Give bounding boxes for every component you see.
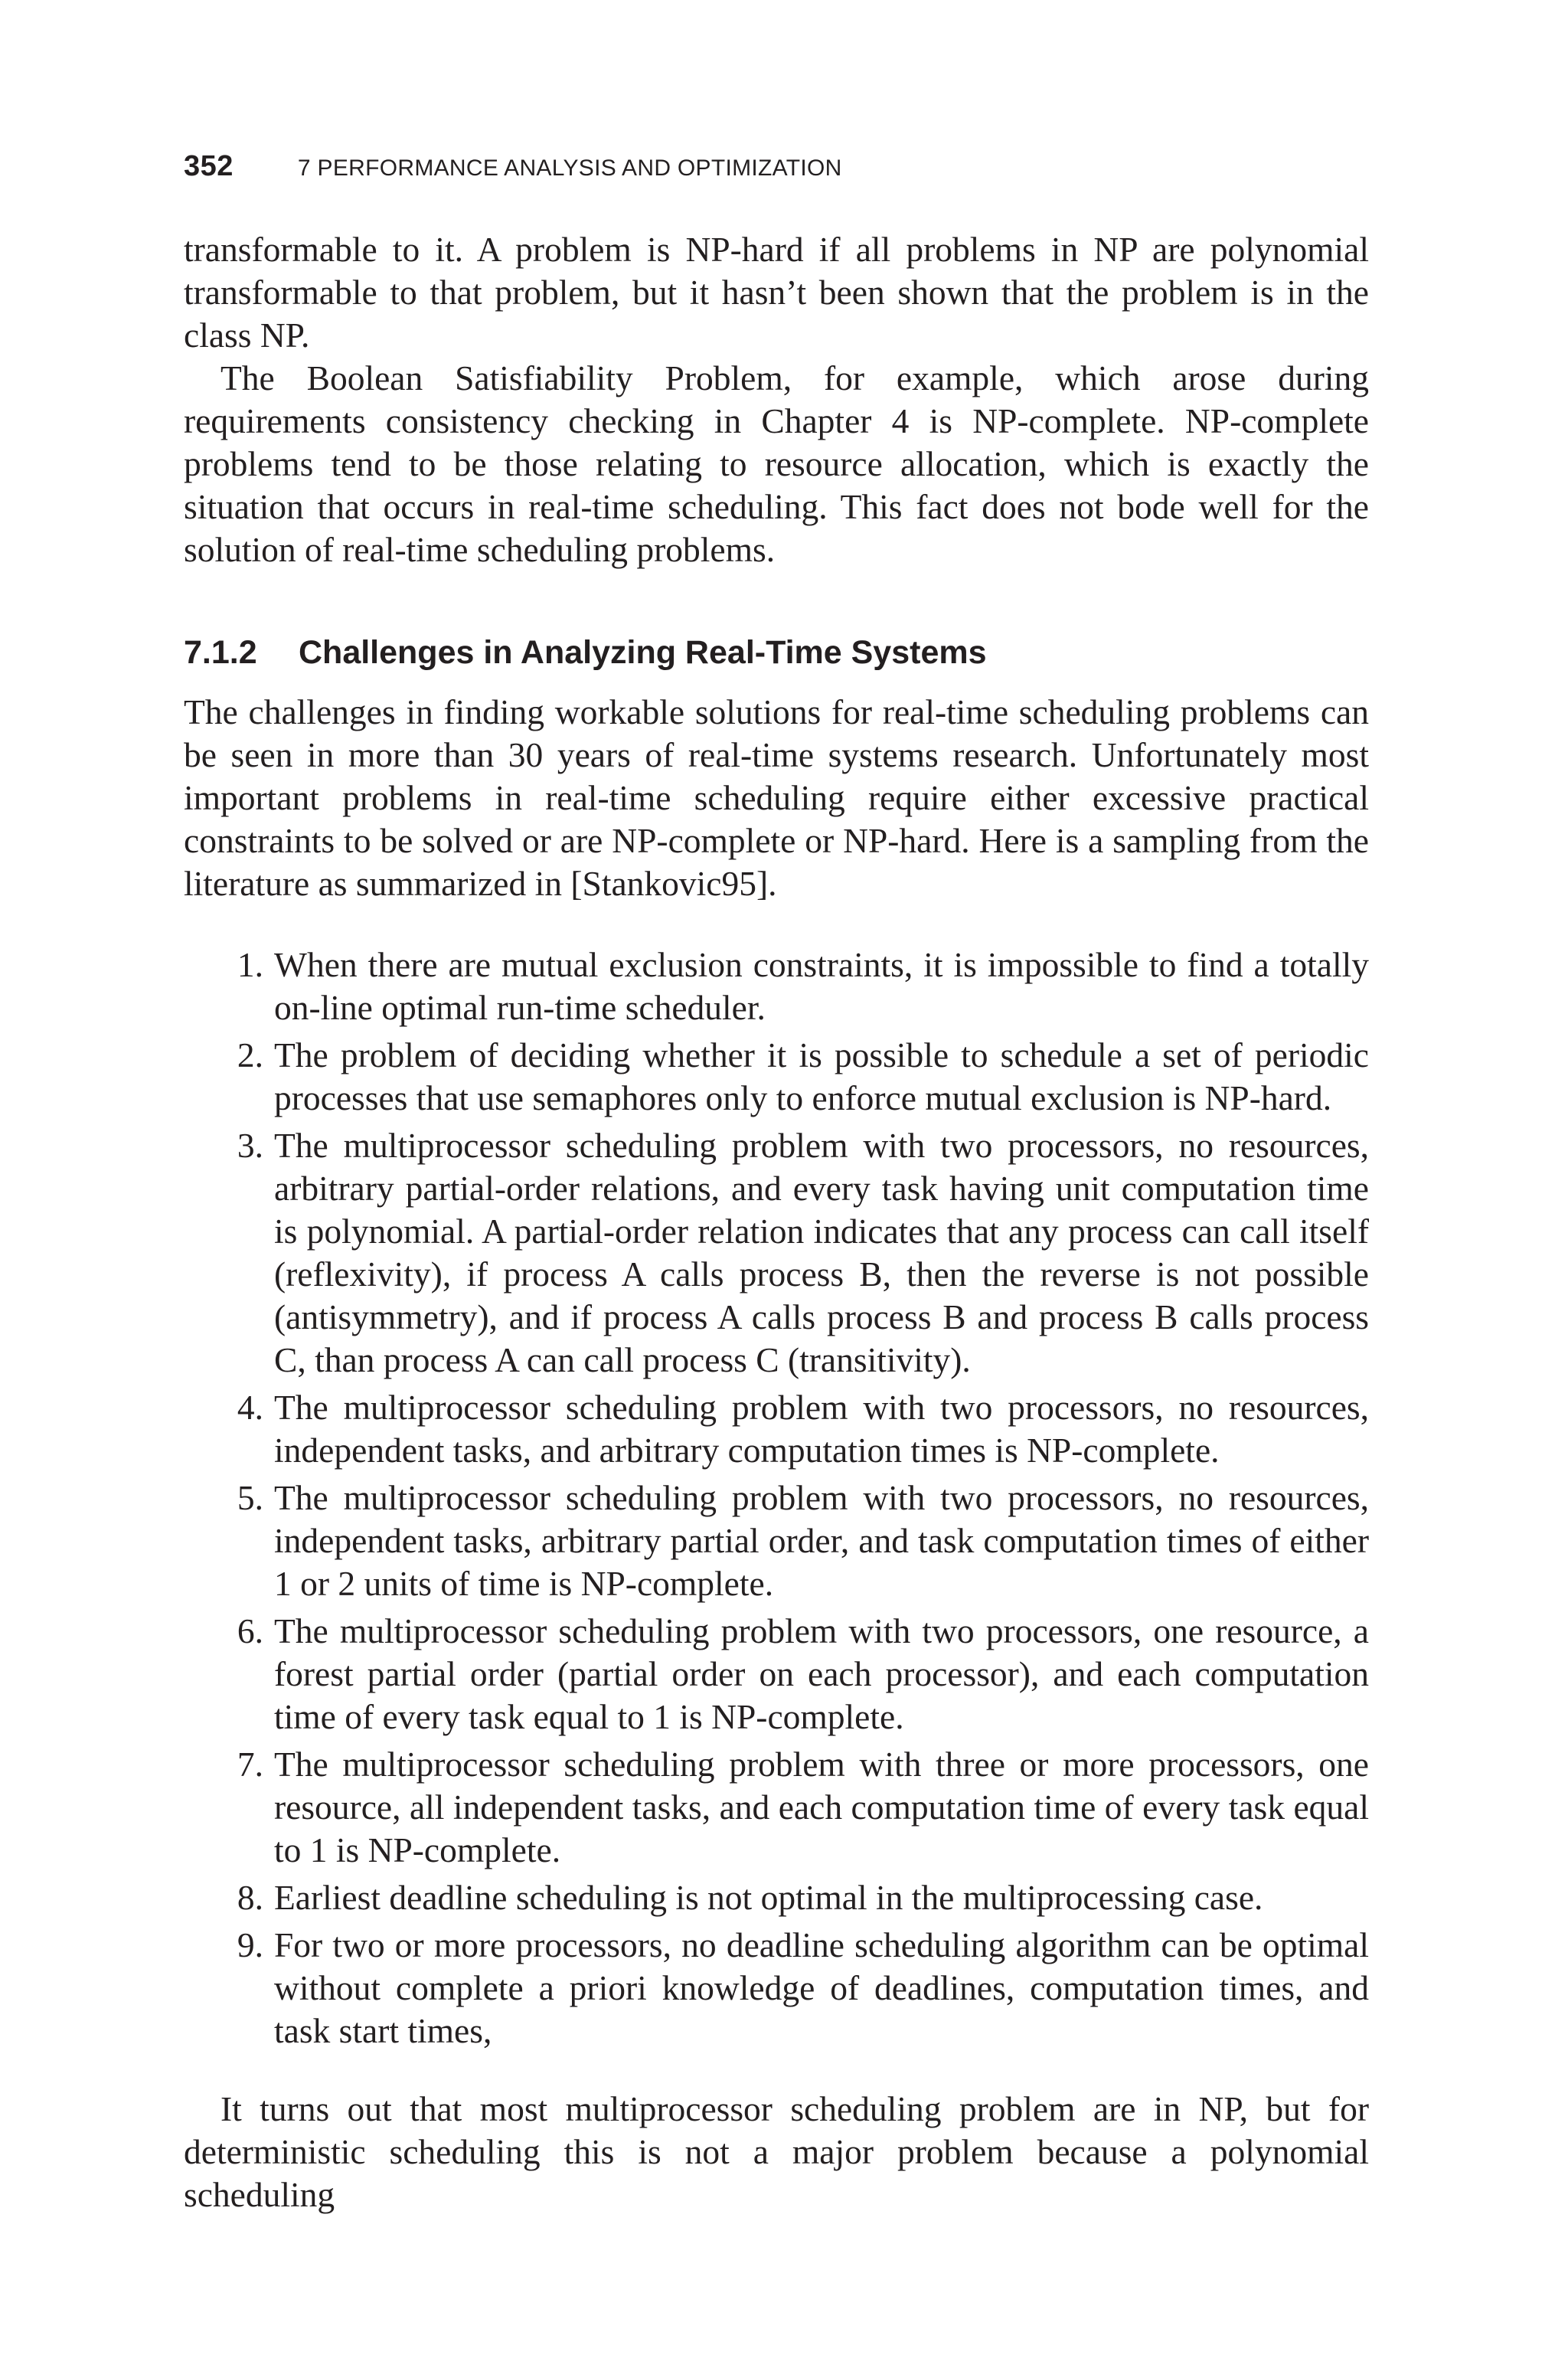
list-item — [184, 944, 1369, 1029]
paragraph-boolean-satisfiability: The Boolean Satisfiability Problem, for example, which arose during requirements consistency checking in Chapter 4 is NP-complete. NP-complete problems tend to be those relating to resource allocation, which is exactly the situation that occurs in real-time scheduling. This fact does not bode well for the solution of real-time scheduling problems. — [184, 358, 1369, 569]
list-item-text: Earliest deadline scheduling is not optimal in the multiprocessing case. — [274, 1878, 1263, 1917]
list-item-text: The multiprocessor scheduling problem with two processors, no resources, independent tasks, arbitrary partial order, and task computation times of either 1 or 2 units of time is NP-complete. — [274, 1478, 1369, 1603]
page — [184, 150, 1369, 2216]
list-item-number: 4. — [237, 1388, 263, 1427]
list-item-text: For two or more processors, no deadline scheduling algorithm can be optimal without complete a priori knowledge of deadlines, computation times, and task start times, — [274, 1925, 1369, 2050]
running-header — [184, 150, 1369, 187]
page-number: 352 — [184, 150, 234, 182]
paragraph-np-hard: transformable to it. A problem is NP-hard if all problems in NP are polynomial transformable to that problem, but it hasn’t been shown that the problem is in the class NP. — [184, 230, 1369, 355]
list-item-number: 5. — [237, 1478, 263, 1517]
list-item — [184, 1477, 1369, 1605]
list-item — [184, 1876, 1369, 1919]
list-item-number: 6. — [237, 1611, 263, 1650]
list-item — [184, 1034, 1369, 1120]
list-item-text: The multiprocessor scheduling problem with two processors, one resource, a forest partial order (partial order on each processor), and each computation time of every task equal to 1 is NP-complete. — [274, 1611, 1369, 1736]
chapter-running-head: 7 PERFORMANCE ANALYSIS AND OPTIMIZATION — [297, 155, 842, 181]
challenges-list — [184, 944, 1369, 2052]
list-item-text: The multiprocessor scheduling problem with two processors, no resources, independent tasks, and arbitrary computation times is NP-complete. — [274, 1388, 1369, 1470]
closing-paragraph: It turns out that most multiprocessor scheduling problem are in NP, but for deterministic scheduling this is not a major problem because a polynomial scheduling — [184, 2089, 1369, 2214]
list-item-text: When there are mutual exclusion constraints, it is impossible to find a totally on-line optimal run-time scheduler. — [274, 945, 1369, 1027]
list-item-text: The problem of deciding whether it is possible to schedule a set of periodic processes that use semaphores only to enforce mutual exclusion is NP-hard. — [274, 1035, 1369, 1117]
list-item — [184, 1610, 1369, 1738]
list-item-number: 8. — [237, 1878, 263, 1917]
list-item — [184, 1386, 1369, 1472]
list-item-number: 1. — [237, 945, 263, 984]
section-title: Challenges in Analyzing Real-Time Systems — [299, 634, 987, 671]
section-intro-paragraph: The challenges in finding workable solutions for real-time scheduling problems can be seen in more than 30 years of real-time systems research. Unfortunately most important problems in real-time scheduling require either excessive practical constraints to be solved or are NP-complete or NP-hard. Here is a sampling from the literature as summarized in [Stankovic95]. — [184, 692, 1369, 903]
list-item — [184, 1743, 1369, 1872]
section-number: 7.1.2 — [184, 634, 257, 671]
section-heading — [184, 631, 1369, 674]
list-item-text: The multiprocessor scheduling problem with two processors, no resources, arbitrary partial-order relations, and every task having unit computation time is polynomial. A partial-order relation indicates that any process can call itself (reflexivity), if process A calls process B, then the reverse is not possible (antisymmetry), and if process A calls process B and process B calls process C, than process A can call process C (transitivity). — [274, 1126, 1369, 1379]
list-item-text: The multiprocessor scheduling problem with three or more processors, one resource, all independent tasks, and each computation time of every task equal to 1 is NP-complete. — [274, 1745, 1369, 1869]
list-item — [184, 1124, 1369, 1382]
list-item-number: 9. — [237, 1925, 263, 1964]
list-item — [184, 1924, 1369, 2052]
list-item-number: 2. — [237, 1035, 263, 1074]
list-item-number: 3. — [237, 1126, 263, 1165]
list-item-number: 7. — [237, 1745, 263, 1784]
